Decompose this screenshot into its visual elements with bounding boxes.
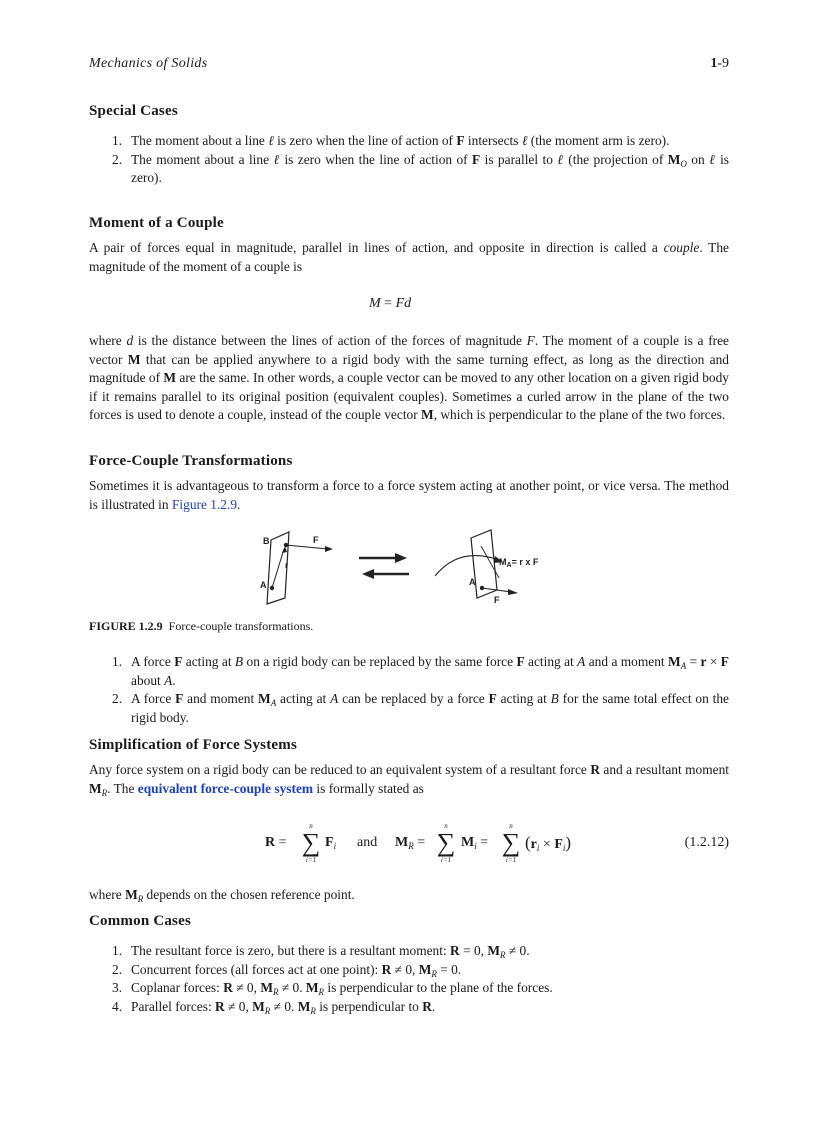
heading-simplification: Simplification of Force Systems: [89, 737, 297, 753]
label-r: r: [285, 561, 289, 570]
list-item: 4. Parallel forces: R ≠ 0, $M_R \ne 0$. $M_R$ is perpendicular to R.: [112, 998, 436, 1016]
equation-moment-couple: M = Fd: [369, 296, 412, 311]
list-item: 1. A force F acting at B on a rigid body can be replaced by the same force F acting at A and a moment $M_A = r \times F$ about A.: [112, 654, 729, 688]
equivalent-force-couple-link[interactable]: equivalent force-couple system: [137, 780, 314, 796]
label-ma: $M_A= r$ x F: [499, 557, 539, 569]
heading-force-couple: Force-Couple Transformations: [89, 453, 293, 469]
heading-moment-of-couple: Moment of a Couple: [89, 215, 224, 231]
figure-caption: FIGURE 1.2.9 Force-couple transformations.: [89, 619, 314, 633]
equivalence-arrows: [359, 553, 409, 579]
force-couple-list: [89, 653, 729, 727]
common-cases-list: [89, 942, 729, 1016]
list-item: 1. The resultant force is zero, but there is a resultant moment: R = 0, $M_R \ne 0$.: [112, 943, 530, 960]
special-cases-list: [89, 132, 729, 188]
running-header: [89, 56, 729, 76]
label-a-left: A: [260, 580, 267, 590]
label-a-right: A: [469, 577, 476, 587]
simplification-paragraph: Any force system on a rigid body can be reduced to an equivalent system of a resultant force R and a resultant moment $M_R$. The equivalent force-couple system is formally stated as: [89, 762, 729, 798]
left-bar-diagram: [260, 532, 333, 604]
figure-force-couple: [249, 528, 569, 606]
journal-title: Mechanics of Solids: [89, 56, 208, 71]
right-bar-diagram: [435, 528, 567, 605]
heading-special-cases: Special Cases: [89, 103, 178, 119]
figure-link[interactable]: Figure 1.2.9: [171, 496, 238, 512]
list-item: 1. The moment about a line ℓ is zero when the line of action of F intersects ℓ (the moment arm is zero).: [112, 133, 670, 148]
force-couple-paragraph: Sometimes it is advantageous to transform a force to a force system acting at another point, or vice versa. The method is illustrated in Figure 1.2.9.: [89, 478, 729, 512]
simplification-after: where $M_R$ depends on the chosen reference point.: [89, 887, 355, 904]
list-item: 2. Concurrent forces (all forces act at one point): R ≠ 0, $M_R = 0$.: [112, 961, 462, 979]
list-item: 2. The moment about a line ℓ is zero when the line of action of F is parallel to ℓ (the projection of $M_O$ on ℓ is zero).: [112, 151, 730, 186]
couple-paragraph-1: A pair of forces equal in magnitude, parallel in lines of action, and opposite in direction is called a couple. The magnitude of the moment of a couple is: [89, 240, 729, 274]
label-b: B: [263, 536, 270, 546]
list-item: 3. Coplanar forces: R ≠ 0, $M_R \ne 0$. $M_R$ is perpendicular to the plane of the forces.: [112, 980, 553, 998]
equation-number: (1.2.12): [684, 835, 729, 850]
label-f-left: F: [313, 535, 319, 545]
page-number: 1-9: [710, 56, 729, 71]
list-item: 2. A force F and moment $M_A$ acting at A can be replaced by a force F acting at B for the same total effect on the rigid body.: [112, 691, 729, 725]
couple-paragraph-2: where d is the distance between the lines of action of the forces of magnitude F. The moment of a couple is a free vector M that can be applied anywhere to a rigid body with the same turning effect, as long as the direction and magnitude of M are the same. In other words, a couple vector can be moved to any other location on a given rigid body if it remains parallel to its original position (equivalent couples). Sometimes a curled arrow in the plane of the two forces is used to denote a couple, instead of the couple vector M, which is perpendicular to the plane of the two forces.: [89, 333, 730, 423]
label-f-right: F: [494, 595, 500, 605]
equation-1-2-12: R = n ∑ i=1 $F_i$ and $M_R$ = n ∑ i=1 $M_i$ = n ∑ i=1 $(r_i \times F_i)$ (1.2.12): [265, 822, 729, 864]
heading-common-cases: Common Cases: [89, 913, 191, 929]
